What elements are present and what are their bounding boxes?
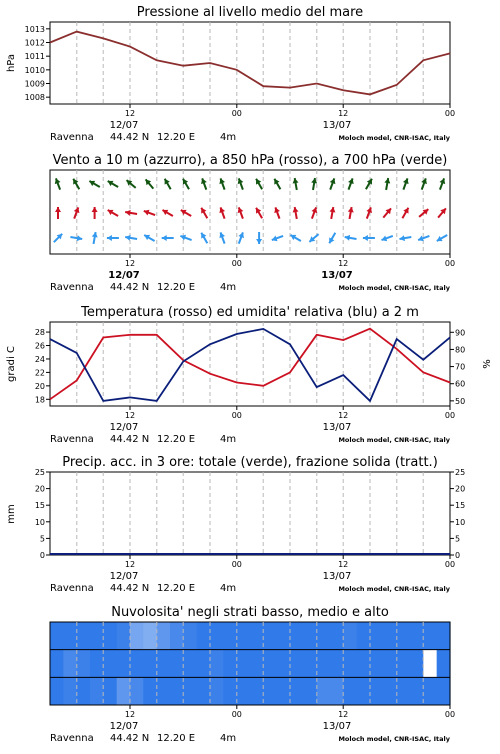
date-label: 12/07 [108,270,140,281]
footer-location: Ravenna [50,733,94,744]
wind-arrow [366,179,372,189]
cloud-cell [210,622,224,650]
x-tick-label: 00 [232,710,242,719]
footer-lon: 12.20 E [157,733,195,744]
cloud-cell [183,677,197,705]
cloud-cell [223,650,237,678]
cloud-cell [303,650,317,678]
wind-arrow [165,179,171,189]
cloud-cell [223,677,237,705]
x-tick-label: 00 [445,710,455,719]
cloud-cell [103,622,117,650]
cloud-cell [263,622,277,650]
wind-arrow [440,178,446,189]
wind-arrow [274,207,280,218]
wind-arrow [180,235,191,241]
cloud-cell [250,677,264,705]
wind-arrow [238,178,244,189]
wind-arrow [144,235,154,241]
wind-arrow-head [162,235,167,241]
cloud-cell [157,622,171,650]
cloud-cell [90,622,104,650]
y2-tick-label: 80 [455,345,465,354]
y-tick-label: 28 [35,328,45,337]
wind-arrow [107,235,119,241]
y-tick-label: 5 [40,534,45,543]
wind-arrow [125,210,137,216]
cloud-cell [383,677,397,705]
date-label: 12/07 [110,571,139,582]
cloud-cell [170,677,184,705]
y-axis-label: gradi C [6,346,17,382]
footer-lon: 12.20 E [157,434,195,445]
x-tick-label: 12 [125,560,135,569]
y-tick-label: 25 [35,468,45,477]
humidity-line [50,329,450,401]
temperature-line [50,329,450,400]
wind-arrow [127,180,136,188]
footer-location: Ravenna [50,282,94,293]
wind-arrow-head [363,235,368,241]
wind-arrow-head [55,207,61,212]
wind-arrow [311,178,317,190]
wind-arrow [330,207,336,219]
cloud-cell [63,650,77,678]
chart-title: Pressione al livello medio del mare [137,5,363,20]
footer-location: Ravenna [50,583,94,594]
wind-arrow [293,178,299,190]
y-tick-label: 20 [35,485,45,494]
cloud-cell [143,622,157,650]
cloud-cell [290,622,304,650]
cloud-cell [437,622,451,650]
cloud-cell [437,650,451,678]
x-tick-label: 00 [232,560,242,569]
cloud-cell [117,622,131,650]
y2-tick-label: 15 [455,501,465,510]
wind-arrow [256,179,262,189]
cloud-cell [370,622,384,650]
x-tick-label: 00 [445,259,455,268]
cloud-cell [50,650,64,678]
y-tick-label: 1013 [25,25,45,34]
wind-arrow [382,236,393,242]
wind-arrow [201,208,207,218]
wind-arrow [219,232,225,243]
cloud-cell [397,677,411,705]
cloud-cell [77,622,91,650]
cloud-cell [370,677,384,705]
wind-arrow [418,236,429,242]
wind-arrow [329,233,335,243]
cloud-cell [290,650,304,678]
plot-frame [50,322,450,406]
wind-arrow [146,179,154,188]
cloud-cell [383,622,397,650]
wind-arrow [274,179,280,189]
cloud-cell [170,650,184,678]
cloud-cell [263,650,277,678]
pressure-line [50,32,450,95]
cloud-cell [343,622,357,650]
y2-tick-label: 50 [455,397,465,406]
y2-tick-label: 10 [455,518,465,527]
plot-frame [50,472,450,555]
cloud-cell [277,622,291,650]
chart-title: Nuvolosita' negli strati basso, medio e alto [111,605,389,620]
wind-arrow [403,178,409,189]
cloud-cell [397,650,411,678]
cloud-cell [197,622,211,650]
cloud-cell [263,677,277,705]
x-tick-label: 00 [445,411,455,420]
x-tick-label: 00 [445,109,455,118]
cloud-cell [157,650,171,678]
cloud-cell [330,677,344,705]
cloud-cell [277,677,291,705]
footer-elevation: 4m [220,132,236,143]
wind-arrow [291,235,301,241]
x-tick-label: 12 [338,560,348,569]
cloud-cell [343,650,357,678]
y-axis-label: mm [6,504,17,523]
footer-location: Ravenna [50,434,94,445]
wind-arrow [348,178,354,189]
cloud-cell [90,650,104,678]
wind-arrow [348,207,354,219]
cloud-cell [423,650,437,678]
footer-credit: Moloch model, CNR-ISAC, Italy [338,134,450,142]
plot-frame [50,22,450,104]
cloud-cell [250,622,264,650]
cloud-cell [277,650,291,678]
wind-arrow [438,208,446,217]
cloud-cell [63,622,77,650]
cloud-cell [103,650,117,678]
cloud-cell [197,677,211,705]
cloud-cell [77,650,91,678]
cloud-cell [210,650,224,678]
wind-arrow [92,232,98,244]
wind-arrow [163,210,173,216]
footer-lon: 12.20 E [157,282,195,293]
y2-tick-label: 5 [455,534,460,543]
footer-elevation: 4m [220,733,236,744]
cloud-cell [143,650,157,678]
y2-tick-label: 60 [455,380,465,389]
cloud-cell [357,622,371,650]
wind-arrow [183,179,189,189]
cloud-cell [157,677,171,705]
y2-axis-label: % [482,359,493,369]
cloud-cell [117,677,131,705]
x-tick-label: 00 [232,411,242,420]
wind-arrow [55,207,61,219]
y-tick-label: 22 [35,368,45,377]
footer-elevation: 4m [220,434,236,445]
wind-arrow [54,234,62,242]
footer-lat: 44.42 N [110,733,149,744]
cloud-cell [183,622,197,650]
date-label: 12/07 [110,120,139,131]
cloud-cell [50,677,64,705]
footer-elevation: 4m [220,583,236,594]
footer-lat: 44.42 N [110,282,149,293]
wind-arrow [89,181,99,187]
cloud-cell [370,650,384,678]
cloud-cell [317,677,331,705]
y-tick-label: 1011 [25,52,45,61]
footer-credit: Moloch model, CNR-ISAC, Italy [338,436,450,444]
wind-arrow-head [107,235,112,241]
cloud-cell [410,622,424,650]
wind-arrow [219,207,225,218]
wind-arrow [144,210,155,216]
cloud-cell [437,677,451,705]
date-label: 13/07 [321,270,353,281]
y2-tick-label: 20 [455,485,465,494]
wind-arrow [256,208,262,218]
footer-lat: 44.42 N [110,583,149,594]
wind-arrow [108,210,118,216]
wind-arrow-head [92,207,98,212]
cloud-cell [410,677,424,705]
wind-arrow [363,235,375,241]
y-tick-label: 0 [40,551,45,560]
wind-arrow [201,233,207,243]
wind-arrow [162,235,174,241]
x-tick-label: 00 [232,109,242,118]
y-tick-label: 26 [35,342,45,351]
wind-arrow [437,235,447,241]
cloud-cell [397,622,411,650]
wind-arrow [345,235,357,241]
cloud-cell [317,650,331,678]
y-tick-label: 1012 [25,39,45,48]
cloud-cell [63,677,77,705]
cloud-cell [77,677,91,705]
cloud-cell [223,622,237,650]
cloud-cell [303,677,317,705]
footer-credit: Moloch model, CNR-ISAC, Italy [338,735,450,743]
cloud-cell [317,622,331,650]
wind-arrow [92,207,98,219]
wind-arrow [55,178,61,189]
x-tick-label: 12 [125,710,135,719]
cloud-cell [330,622,344,650]
cloud-cell [143,677,157,705]
cloud-cell [383,650,397,678]
wind-arrow [108,181,118,187]
y-tick-label: 24 [35,355,45,364]
wind-arrow [400,235,412,241]
cloud-cell [237,677,251,705]
x-tick-label: 12 [338,411,348,420]
chart-title: Vento a 10 m (azzurro), a 850 hPa (rosso), a 700 hPa (verde) [53,153,448,168]
cloud-cell [423,677,437,705]
cloud-cell [237,650,251,678]
x-tick-label: 12 [338,259,348,268]
x-tick-label: 12 [338,710,348,719]
cloud-cell [357,650,371,678]
y2-tick-label: 70 [455,363,465,372]
wind-arrow [73,179,79,189]
wind-arrow [201,178,207,189]
wind-arrow [125,235,137,241]
wind-arrow [366,207,372,218]
cloud-cell [130,650,144,678]
cloud-cell [130,677,144,705]
cloud-cell [170,622,184,650]
wind-arrow [402,208,408,218]
cloud-cell [117,650,131,678]
date-label: 13/07 [323,571,352,582]
y-tick-label: 15 [35,501,45,510]
x-tick-label: 12 [125,411,135,420]
cloud-cell [103,677,117,705]
x-tick-label: 00 [445,560,455,569]
date-label: 12/07 [110,721,139,732]
x-tick-label: 12 [125,109,135,118]
footer-lat: 44.42 N [110,434,149,445]
cloud-cell [410,650,424,678]
cloud-cell [183,650,197,678]
footer-credit: Moloch model, CNR-ISAC, Italy [338,284,450,292]
wind-arrow-head [256,239,262,244]
wind-arrow [181,210,191,216]
cloud-cell [90,677,104,705]
wind-arrow [330,178,336,189]
footer-lat: 44.42 N [110,132,149,143]
date-label: 12/07 [110,422,139,433]
footer-lon: 12.20 E [157,132,195,143]
footer-lon: 12.20 E [157,583,195,594]
y-tick-label: 1009 [25,80,45,89]
y2-tick-label: 90 [455,328,465,337]
cloud-cell [290,677,304,705]
y-tick-label: 10 [35,518,45,527]
y-tick-label: 18 [35,395,45,404]
cloud-cell [357,677,371,705]
wind-arrow [384,178,390,190]
wind-arrow [74,207,80,218]
date-label: 13/07 [323,721,352,732]
cloud-cell [250,650,264,678]
wind-arrow [421,178,427,189]
y-tick-label: 20 [35,382,45,391]
date-label: 13/07 [323,120,352,131]
y-axis-label: hPa [6,54,17,72]
cloud-cell [237,622,251,650]
wind-arrow [238,232,244,243]
date-label: 13/07 [323,422,352,433]
y2-tick-label: 25 [455,468,465,477]
cloud-cell [330,650,344,678]
cloud-cell [210,677,224,705]
footer-credit: Moloch model, CNR-ISAC, Italy [338,585,450,593]
x-tick-label: 12 [338,109,348,118]
footer-elevation: 4m [220,282,236,293]
wind-arrow [293,207,299,219]
chart-title: Temperatura (rosso) ed umidita' relativa (blu) a 2 m [80,305,419,320]
cloud-cell [197,650,211,678]
footer-location: Ravenna [50,132,94,143]
cloud-cell [423,622,437,650]
wind-arrow [219,178,225,189]
cloud-cell [343,677,357,705]
wind-arrow [256,232,262,244]
y2-tick-label: 0 [455,551,460,560]
cloud-cell [50,622,64,650]
wind-arrow [238,207,244,218]
cloud-cell [303,622,317,650]
wind-arrow [383,208,391,217]
wind-arrow [272,236,283,242]
cloud-cell [130,622,144,650]
y-tick-label: 1010 [25,66,45,75]
chart-title: Precip. acc. in 3 ore: totale (verde), frazione solida (tratt.) [62,455,438,470]
x-tick-label: 00 [232,259,242,268]
y-tick-label: 1008 [25,93,45,102]
x-tick-label: 12 [125,259,135,268]
